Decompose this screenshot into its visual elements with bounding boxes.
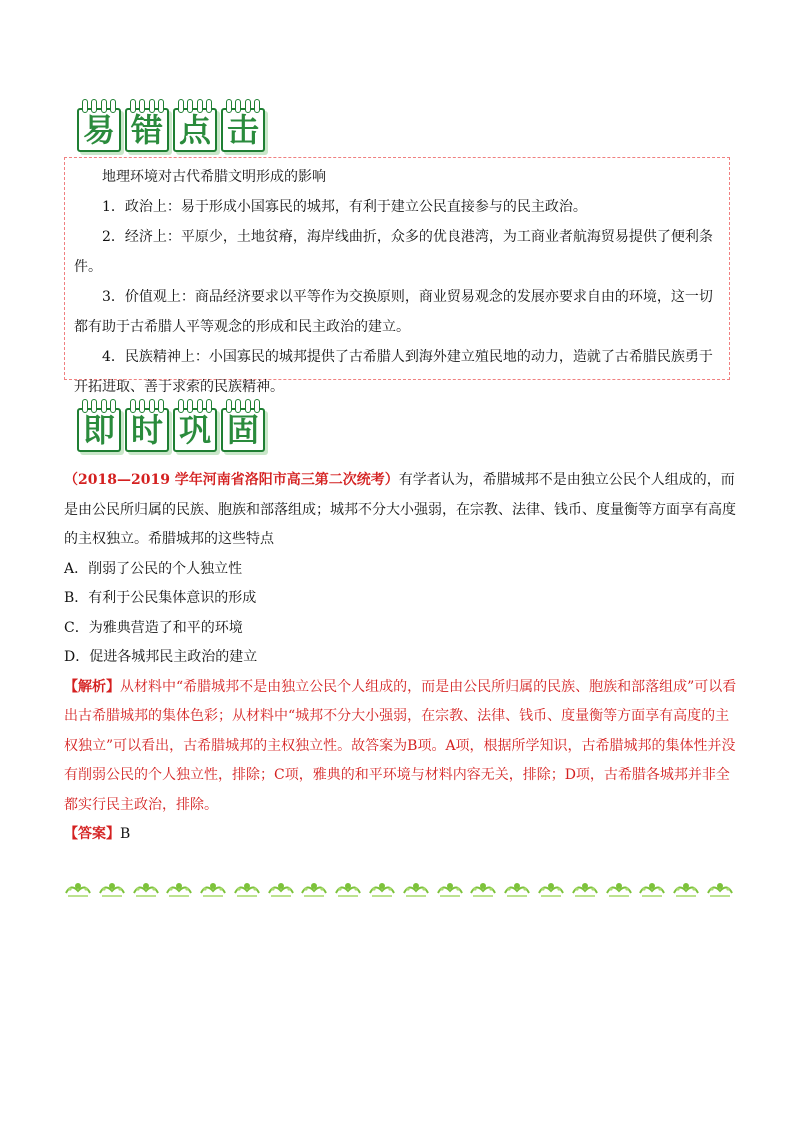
option-d: D．促进各城邦民主政治的建立: [64, 649, 258, 665]
point-1: 1．政治上：易于形成小国寡民的城邦，有利于建立公民直接参与的民主政治。: [102, 199, 587, 215]
point-2: 2．经济上：平原少，土地贫瘠，海岸线曲折，众多的优良港湾，为工商业者航海贸易提供了便利条件。: [74, 229, 713, 275]
ornament-motif-icon: [469, 879, 497, 899]
analysis-label: 【解析】: [64, 678, 120, 695]
ornament-motif-icon: [503, 879, 531, 899]
question-block: [64, 466, 740, 850]
option-c: C．为雅典营造了和平的环境: [64, 619, 243, 636]
title-tile: 错: [125, 108, 169, 152]
ornament-divider: [64, 876, 734, 902]
option-b: B．有利于公民集体意识的形成: [64, 590, 257, 606]
ornament-motif-icon: [267, 879, 295, 899]
analysis-text: 从材料中“希腊城邦不是由独立公民个人组成的，而是由公民所归属的民族、胞族和部落组成”可以看出古希腊城邦的集体色彩；从材料中“城邦不分大小强弱，在宗教、法律、钱币、度量衡等方面享有高度的主权独立”可以看出，古希腊城邦的主权独立性。故答案为B项。A项，根据所学知识，古希腊城邦的集体性并没有削弱公民的个人独立性，排除；C项，雅典的和平环境与材料内容无关，排除；D项，古希腊各城邦并非全都实行民主政治，排除。: [64, 678, 737, 813]
ornament-motif-icon: [436, 879, 464, 899]
analysis: [64, 673, 740, 821]
ornament-motif-icon: [64, 879, 92, 899]
point-4: 4．民族精神上：小国寡民的城邦提供了古希腊人到海外建立殖民地的动力，造就了古希腊民族勇于开拓进取、善于求索的民族精神。: [74, 349, 713, 395]
ornament-motif-icon: [672, 879, 700, 899]
ornament-motif-icon: [132, 879, 160, 899]
title-tile: 巩: [173, 408, 217, 452]
title-tile: 易: [77, 108, 121, 152]
ornament-motif-icon: [537, 879, 565, 899]
ornament-motif-icon: [368, 879, 396, 899]
ornament-motif-icon: [334, 879, 362, 899]
question-stem: [64, 466, 740, 555]
title-tile: 时: [125, 408, 169, 452]
ornament-motif-icon: [233, 879, 261, 899]
answer-value: B: [120, 826, 131, 842]
question-source: （2018—2019 学年河南省洛阳市高三第二次统考）: [64, 472, 399, 488]
ornament-motif-icon: [571, 879, 599, 899]
ornament-motif-icon: [402, 879, 430, 899]
ornament-motif-icon: [165, 879, 193, 899]
answer-label: 【答案】: [64, 826, 120, 842]
ornament-motif-icon: [706, 879, 734, 899]
question-text: 有学者认为，希腊城邦不是由独立公民个人组成的，而是由公民所归属的民族、胞族和部落组成；城邦不分大小强弱，在宗教、法律、钱币、度量衡等方面享有高度的主权独立。希腊城邦的这些特点: [64, 472, 736, 547]
ornament-motif-icon: [199, 879, 227, 899]
title-tile: 即: [77, 408, 121, 452]
error-points-box: [64, 157, 730, 395]
section-title-error-points: [77, 100, 265, 152]
ornament-motif-icon: [300, 879, 328, 899]
section-title-consolidation: [77, 400, 265, 452]
ornament-motif-icon: [98, 879, 126, 899]
point-3: 3．价值观上：商品经济要求以平等作为交换原则，商业贸易观念的发展亦要求自由的环境，这一切都有助于古希腊人平等观念的形成和民主政治的建立。: [74, 289, 713, 335]
ornament-motif-icon: [638, 879, 666, 899]
title-tile: 击: [221, 108, 265, 152]
ornament-motif-icon: [605, 879, 633, 899]
option-a: A．削弱了公民的个人独立性: [64, 560, 243, 577]
answer: [64, 820, 740, 850]
title-tile: 点: [173, 108, 217, 152]
title-tile: 固: [221, 408, 265, 452]
box-heading: 地理环境对古代希腊文明形成的影响: [102, 169, 326, 185]
